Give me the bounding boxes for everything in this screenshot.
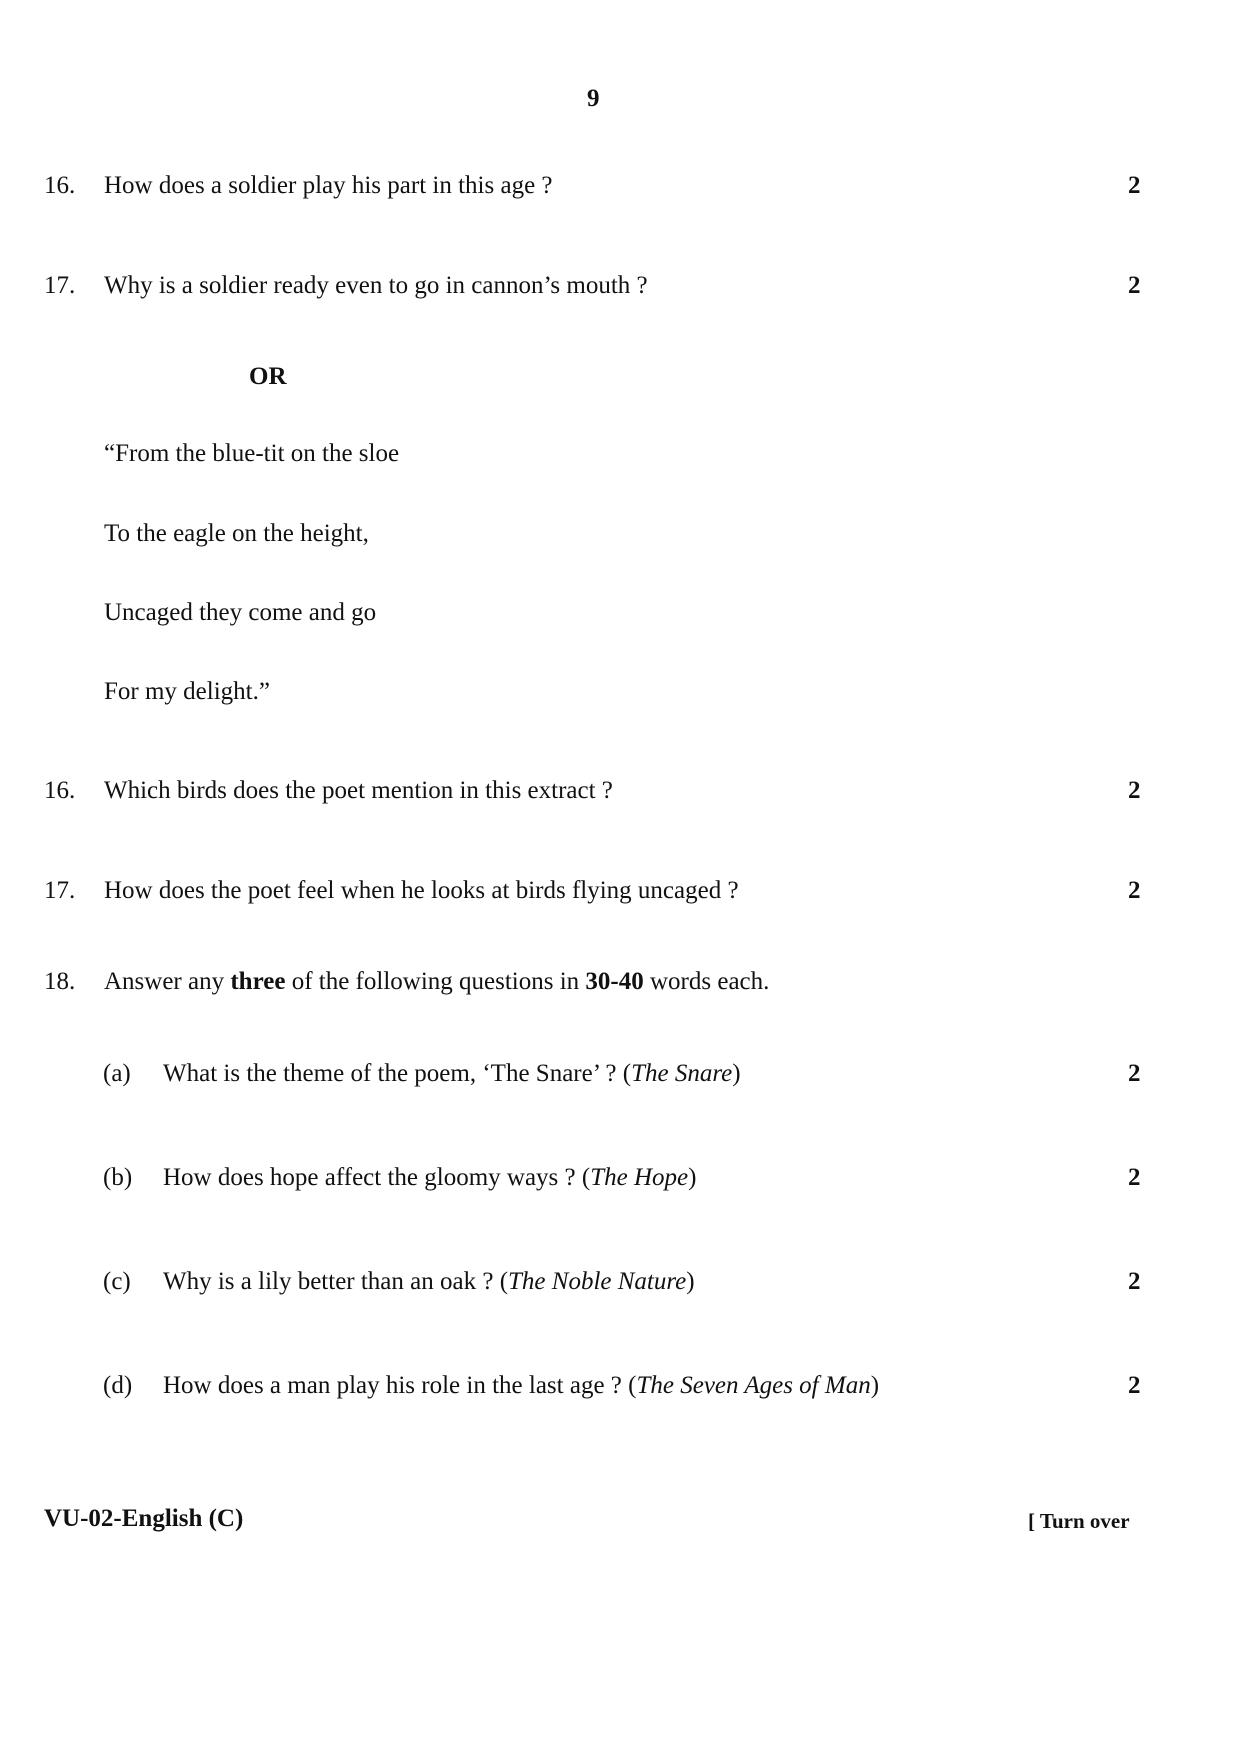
poem-title: The Seven Ages of Man bbox=[636, 1372, 871, 1399]
sub-question-text bbox=[163, 1267, 695, 1297]
sub-question-close: ) bbox=[732, 1060, 741, 1087]
sub-question-label: (a) bbox=[103, 1060, 131, 1087]
question-number: 18. bbox=[44, 968, 76, 995]
question-text: How does a soldier play his part in this age ? bbox=[104, 172, 553, 199]
sub-question-label: (c) bbox=[103, 1268, 131, 1295]
question-text: Which birds does the poet mention in this extract ? bbox=[104, 777, 613, 804]
question-marks: 2 bbox=[1128, 777, 1141, 804]
question-number: 17. bbox=[44, 272, 76, 299]
sub-question-close: ) bbox=[688, 1164, 697, 1191]
question-marks: 2 bbox=[1128, 877, 1141, 904]
poem-title: The Hope bbox=[590, 1164, 689, 1191]
sub-question-body: Why is a lily better than an oak ? ( bbox=[163, 1268, 509, 1295]
question-number: 16. bbox=[44, 777, 76, 804]
sub-question-close: ) bbox=[686, 1268, 695, 1295]
sub-question-text bbox=[163, 1371, 879, 1401]
question-number: 16. bbox=[44, 172, 76, 199]
instruction-text: Answer any bbox=[104, 968, 231, 995]
poem-title: The Snare bbox=[631, 1060, 733, 1087]
poem-title: The Noble Nature bbox=[508, 1268, 687, 1295]
sub-question-marks: 2 bbox=[1128, 1060, 1141, 1087]
sub-question-body: How does a man play his role in the last age ? ( bbox=[163, 1372, 637, 1399]
sub-question-body: How does hope affect the gloomy ways ? ( bbox=[163, 1164, 591, 1191]
sub-question-text bbox=[163, 1059, 741, 1089]
question-instruction bbox=[104, 967, 769, 997]
question-marks: 2 bbox=[1128, 272, 1141, 299]
question-marks: 2 bbox=[1128, 172, 1141, 199]
poem-line: For my delight.” bbox=[104, 678, 270, 705]
poem-line: Uncaged they come and go bbox=[104, 599, 377, 626]
sub-question-body: What is the theme of the poem, ‘The Snare’ ? ( bbox=[163, 1060, 632, 1087]
question-text: How does the poet feel when he looks at birds flying uncaged ? bbox=[104, 877, 739, 904]
instruction-emphasis: 30-40 bbox=[585, 968, 644, 995]
sub-question-label: (d) bbox=[103, 1372, 133, 1399]
question-text: Why is a soldier ready even to go in cannon’s mouth ? bbox=[104, 272, 648, 299]
sub-question-marks: 2 bbox=[1128, 1372, 1141, 1399]
turn-over-note: [ Turn over bbox=[1028, 1509, 1130, 1533]
instruction-emphasis: three bbox=[230, 968, 286, 995]
question-number: 17. bbox=[44, 877, 76, 904]
instruction-text: of the following questions in bbox=[285, 968, 586, 995]
or-separator: OR bbox=[249, 363, 287, 390]
poem-line: “From the blue-tit on the sloe bbox=[104, 440, 400, 467]
sub-question-label: (b) bbox=[103, 1164, 133, 1191]
sub-question-close: ) bbox=[870, 1372, 880, 1399]
sub-question-marks: 2 bbox=[1128, 1268, 1141, 1295]
sub-question-marks: 2 bbox=[1128, 1164, 1141, 1191]
paper-code: VU-02-English (C) bbox=[44, 1505, 244, 1532]
sub-question-text bbox=[163, 1163, 696, 1193]
instruction-text: words each. bbox=[643, 968, 770, 995]
poem-line: To the eagle on the height, bbox=[104, 520, 369, 547]
page-number: 9 bbox=[587, 85, 600, 112]
